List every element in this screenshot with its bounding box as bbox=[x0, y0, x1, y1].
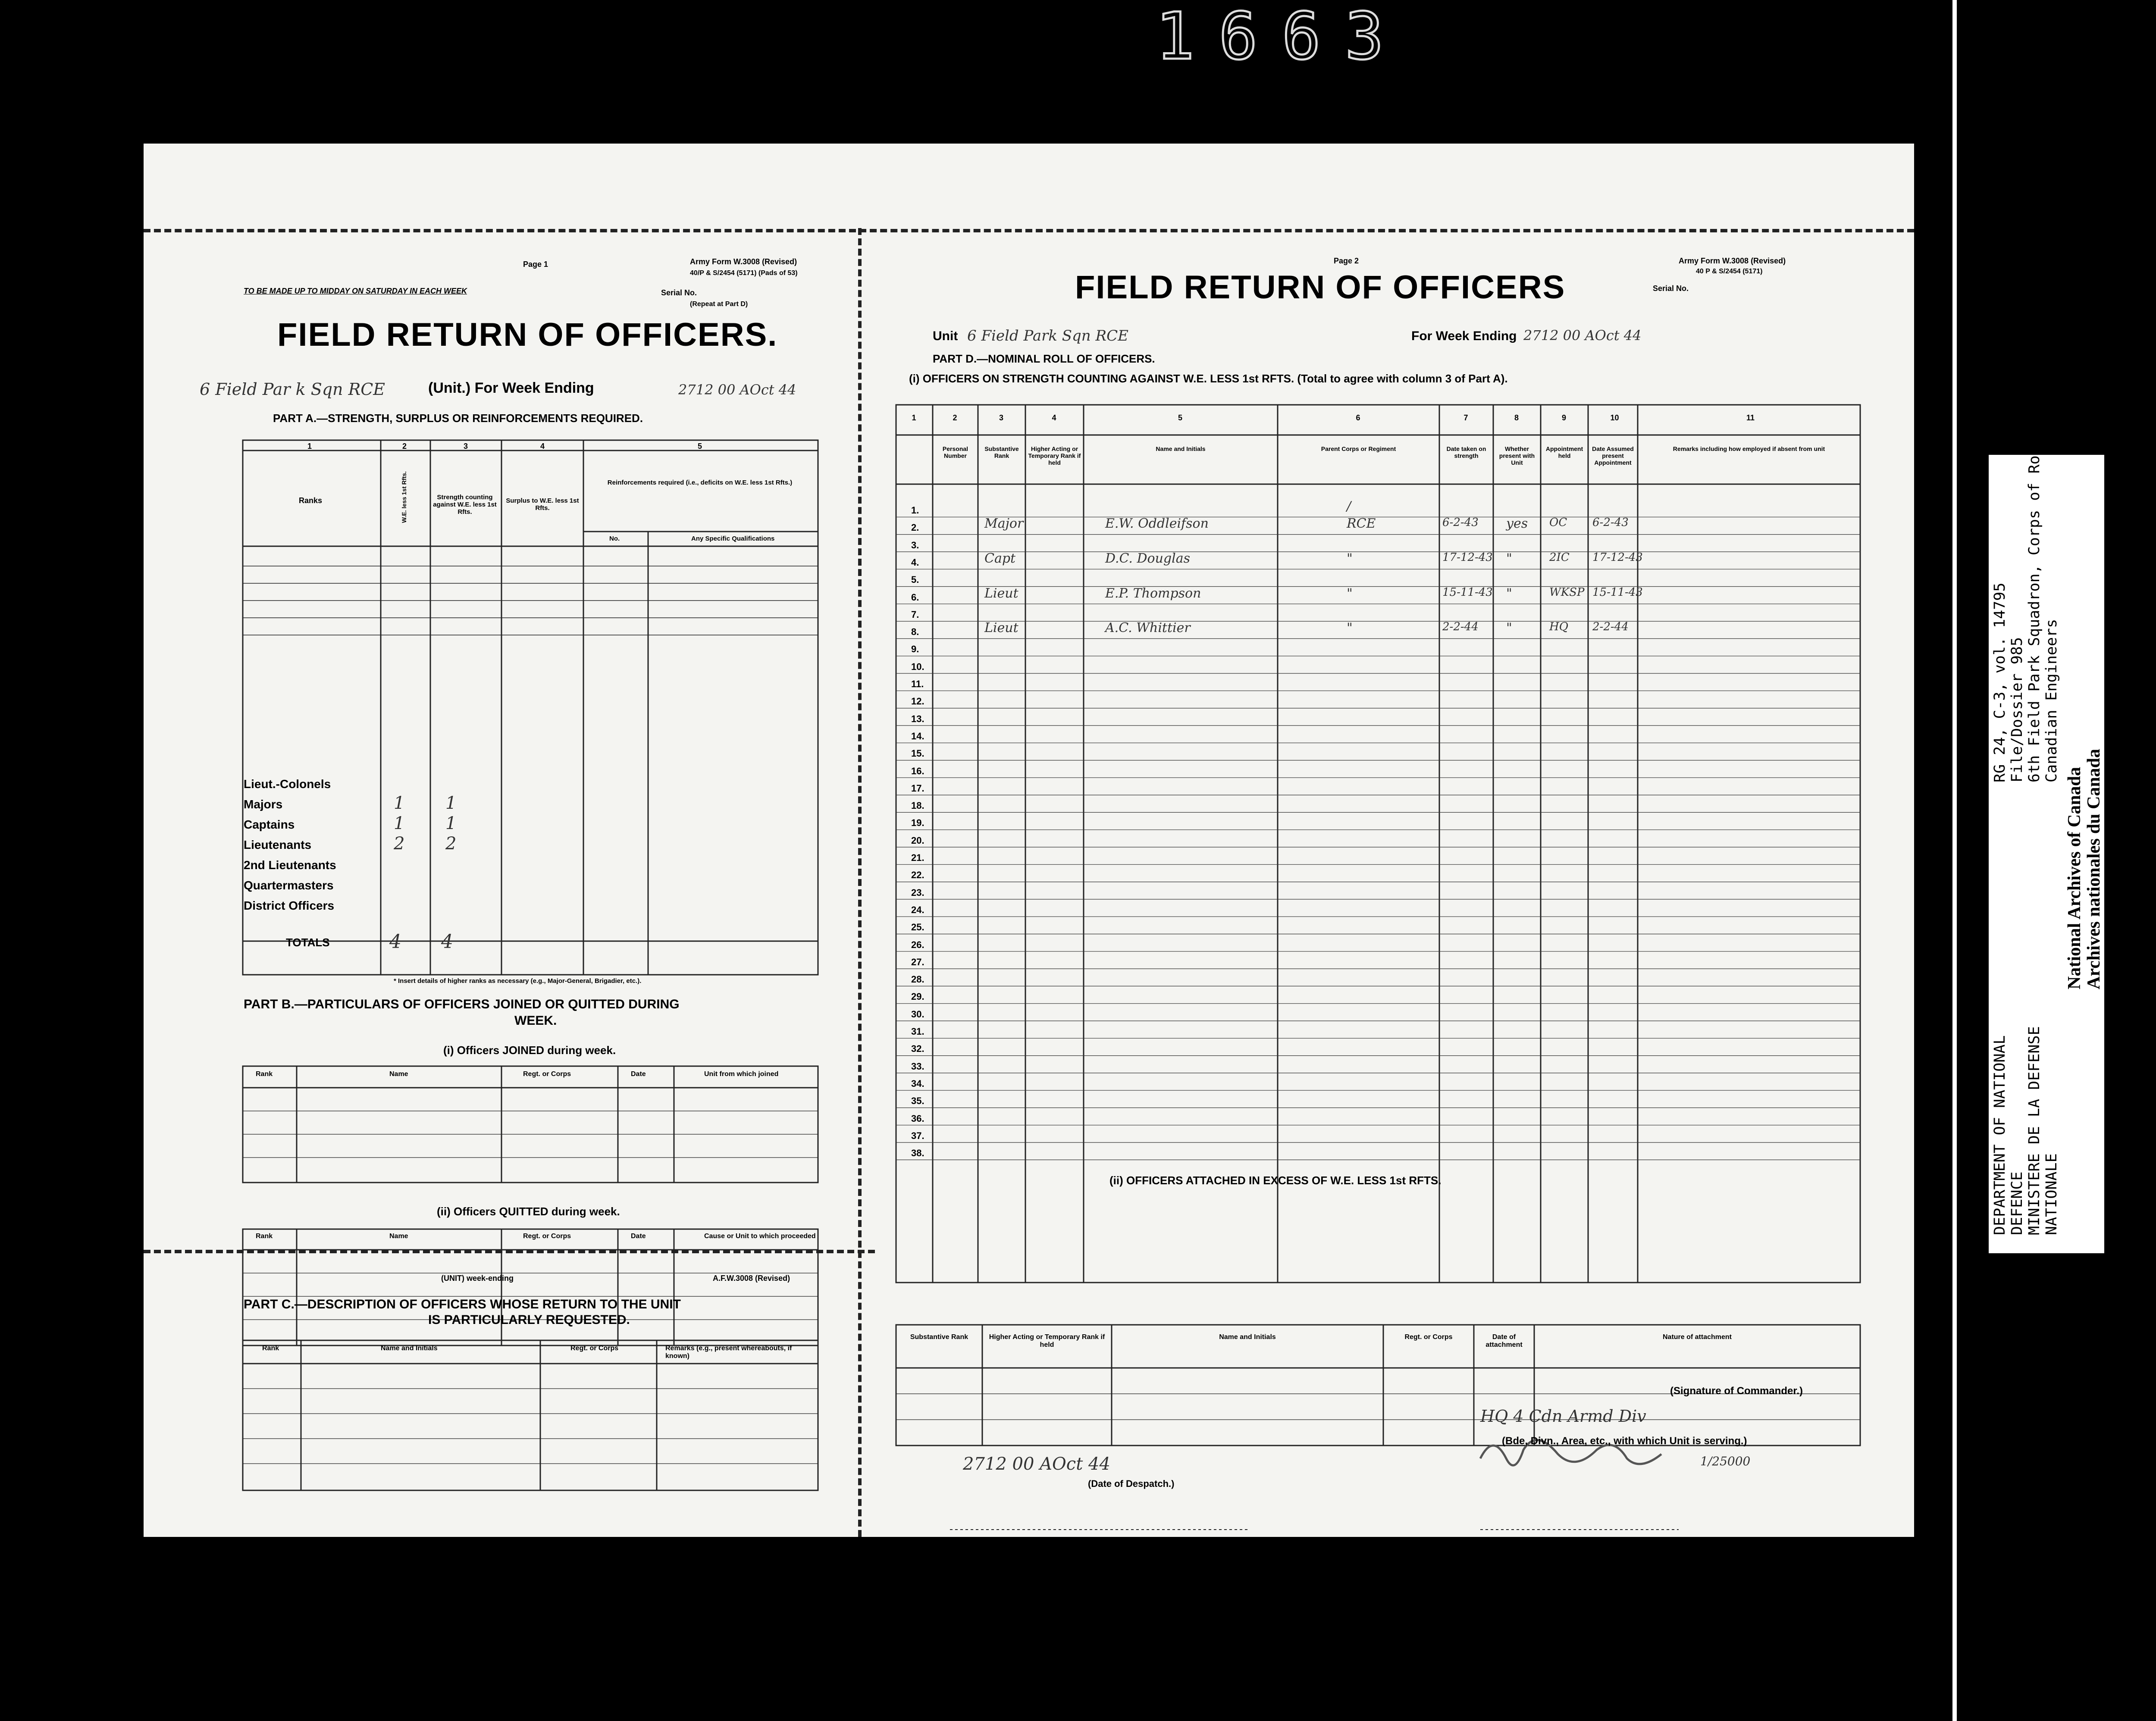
row-number: 31. bbox=[911, 1026, 924, 1037]
part-d-title: PART D.—NOMINAL ROLL OF OFFICERS. bbox=[933, 352, 1155, 365]
quitted-header: Cause or Unit to which proceeded bbox=[704, 1233, 816, 1240]
part-c-title-1: PART C.—DESCRIPTION OF OFFICERS WHOSE RETURN TO THE UNIT bbox=[244, 1297, 681, 1311]
part-d-header: Date taken on strength bbox=[1446, 445, 1486, 459]
row-present: " bbox=[1506, 551, 1512, 566]
strength-header: Strength counting against W.E. less 1st Rfts. bbox=[433, 494, 497, 516]
row-number: 37. bbox=[911, 1130, 924, 1141]
totals-we: 4 bbox=[389, 931, 401, 953]
attached-header: Substantive Rank bbox=[910, 1333, 968, 1341]
part-c-header: Remarks (e.g., present whereabouts, if known) bbox=[665, 1345, 792, 1360]
part-d-colnum: 10 bbox=[1610, 413, 1619, 422]
quitted-header: Rank bbox=[256, 1233, 273, 1240]
frame-number: 1663 bbox=[1156, 0, 1408, 74]
row-present: " bbox=[1506, 620, 1512, 636]
row-number: 27. bbox=[911, 956, 924, 967]
reference-line: File/Dossier 985 bbox=[2009, 637, 2026, 782]
row-number: 20. bbox=[911, 835, 924, 846]
row-number: 4. bbox=[911, 557, 919, 568]
row-number: 9. bbox=[911, 644, 919, 655]
part-a-title: PART A.—STRENGTH, SURPLUS OR REINFORCEMENTS REQUIRED. bbox=[273, 412, 643, 425]
row-appt: HQ bbox=[1549, 620, 1568, 634]
part-d-subtitle: (i) OFFICERS ON STRENGTH COUNTING AGAINST W.E. LESS 1st RFTS. (Total to agree with column 3 of Part A). bbox=[909, 372, 1508, 385]
right-page-label: Page 2 bbox=[1334, 257, 1359, 265]
joined-header: Regt. or Corps bbox=[523, 1070, 571, 1078]
left-form-ref: Army Form W.3008 (Revised) bbox=[690, 257, 797, 266]
attached-header: Date of attachment bbox=[1485, 1333, 1523, 1349]
we-header: W.E. less 1st Rfts. bbox=[401, 471, 407, 523]
quals-header: Any Specific Qualifications bbox=[691, 535, 775, 542]
quitted-header: Regt. or Corps bbox=[523, 1233, 571, 1240]
instruction: TO BE MADE UP TO MIDDAY ON SATURDAY IN EACH WEEK bbox=[244, 287, 467, 295]
row-date: 15-11-43 bbox=[1442, 585, 1493, 599]
no-header: No. bbox=[609, 535, 620, 542]
row-corps: / bbox=[1347, 499, 1351, 514]
row-present: " bbox=[1506, 585, 1512, 601]
row-name: E.P. Thompson bbox=[1105, 585, 1201, 601]
row-rank: Capt bbox=[984, 551, 1016, 566]
left-page-label: Page 1 bbox=[523, 260, 548, 269]
rank-label: District Officers bbox=[244, 899, 335, 912]
row-corps: " bbox=[1347, 585, 1353, 601]
part-b-title-2: WEEK. bbox=[514, 1014, 557, 1028]
row-assumed: 2-2-44 bbox=[1592, 620, 1629, 634]
row-number: 15. bbox=[911, 748, 924, 759]
department-line: DEFENCE bbox=[2009, 1171, 2026, 1235]
row-number: 22. bbox=[911, 870, 924, 881]
signature-label: (Signature of Commander.) bbox=[1670, 1385, 1803, 1397]
right-unit-handwritten: 6 Field Park Sqn RCE bbox=[967, 327, 1128, 344]
film-edge bbox=[1952, 0, 1957, 1721]
row-number: 10. bbox=[911, 661, 924, 672]
rank-we-value: 1 bbox=[394, 814, 405, 833]
row-number: 6. bbox=[911, 591, 919, 603]
rank-label: Captains bbox=[244, 818, 295, 831]
reinforcements-header: Reinforcements required (i.e., deficits on W.E. less 1st Rfts.) bbox=[607, 479, 793, 486]
row-number: 33. bbox=[911, 1061, 924, 1072]
part-d-header: Parent Corps or Regiment bbox=[1321, 445, 1396, 452]
joined-title: (i) Officers JOINED during week. bbox=[443, 1044, 616, 1057]
attached-header: Name and Initials bbox=[1219, 1333, 1276, 1341]
row-number: 26. bbox=[911, 939, 924, 950]
row-rank: Major bbox=[984, 516, 1024, 532]
row-number: 38. bbox=[911, 1148, 924, 1159]
row-number: 18. bbox=[911, 800, 924, 811]
left-serial-label: Serial No. bbox=[661, 288, 697, 297]
joined-header: Unit from which joined bbox=[704, 1070, 779, 1078]
part-d-header: Remarks including how employed if absent from unit bbox=[1673, 445, 1825, 452]
attached-header: Regt. or Corps bbox=[1404, 1333, 1453, 1341]
row-number: 12. bbox=[911, 696, 924, 707]
part-c-unit-line: (UNIT) week-ending bbox=[441, 1274, 514, 1283]
row-number: 13. bbox=[911, 713, 924, 724]
reference-line: Canadian Engineers bbox=[2043, 619, 2060, 782]
part-a-colnum-5: 5 bbox=[698, 442, 702, 451]
rank-strength-value: 2 bbox=[445, 834, 457, 854]
part-d-header: Appointment held bbox=[1545, 445, 1583, 459]
row-number: 21. bbox=[911, 852, 924, 863]
part-a-footnote: * Insert details of higher ranks as necessary (e.g., Major-General, Brigadier, etc.). bbox=[394, 977, 642, 985]
rank-strength-value: 1 bbox=[445, 814, 457, 833]
part-d-header: Personal Number bbox=[942, 445, 968, 459]
department-line: DEPARTMENT OF NATIONAL bbox=[1991, 1035, 2009, 1235]
quitted-header: Date bbox=[631, 1233, 646, 1240]
despatch-label: (Date of Despatch.) bbox=[1088, 1478, 1175, 1489]
row-present: yes bbox=[1506, 516, 1528, 532]
rank-label: Majors bbox=[244, 798, 283, 811]
row-number: 25. bbox=[911, 922, 924, 933]
row-date: 17-12-43 bbox=[1442, 551, 1493, 564]
totals-strength: 4 bbox=[441, 931, 453, 953]
part-d-header: Substantive Rank bbox=[984, 445, 1019, 459]
reference-line: 6th Field Park Squadron, Corps of Roy bbox=[2026, 446, 2043, 782]
row-number: 5. bbox=[911, 574, 919, 585]
row-number: 3. bbox=[911, 539, 919, 551]
part-c-form: A.F.W.3008 (Revised) bbox=[713, 1274, 790, 1283]
form-sheet bbox=[144, 144, 1914, 1537]
part-d-colnum: 1 bbox=[912, 413, 916, 422]
joined-header: Name bbox=[389, 1070, 408, 1078]
row-name: E.W. Oddleifson bbox=[1105, 516, 1209, 532]
part-a-colnum-3: 3 bbox=[464, 442, 468, 451]
row-number: 23. bbox=[911, 887, 924, 898]
archive-label bbox=[1989, 446, 2104, 1253]
left-week-handwritten: 2712 00 AOct 44 bbox=[678, 382, 796, 398]
quitted-header: Name bbox=[389, 1233, 408, 1240]
row-number: 14. bbox=[911, 730, 924, 742]
department-line: NATIONALE bbox=[2043, 1153, 2060, 1235]
quitted-title: (ii) Officers QUITTED during week. bbox=[437, 1205, 620, 1218]
row-number: 32. bbox=[911, 1043, 924, 1055]
part-d-colnum: 6 bbox=[1356, 413, 1360, 422]
part-c-title-2: IS PARTICULARLY REQUESTED. bbox=[428, 1313, 630, 1327]
row-number: 16. bbox=[911, 765, 924, 776]
bde-handwritten: HQ 4 Cdn Armd Div bbox=[1480, 1407, 1646, 1426]
row-assumed: 15-11-43 bbox=[1592, 585, 1643, 599]
stamp-note: 1/25000 bbox=[1700, 1454, 1751, 1468]
part-d-colnum: 2 bbox=[953, 413, 957, 422]
part-d-header: Whether present with Unit bbox=[1499, 445, 1535, 466]
row-number: 24. bbox=[911, 904, 924, 915]
row-number: 35. bbox=[911, 1095, 924, 1107]
part-b-title-1: PART B.—PARTICULARS OF OFFICERS JOINED OR QUITTED DURING bbox=[244, 997, 680, 1011]
rank-strength-value: 1 bbox=[445, 793, 457, 813]
row-number: 30. bbox=[911, 1008, 924, 1020]
row-number: 34. bbox=[911, 1078, 924, 1089]
right-unit-label: Unit bbox=[933, 329, 958, 343]
row-rank: Lieut bbox=[984, 585, 1018, 601]
row-appt: OC bbox=[1549, 516, 1567, 529]
right-serial-label: Serial No. bbox=[1653, 284, 1689, 293]
rank-label: Lieutenants bbox=[244, 838, 312, 851]
row-number: 28. bbox=[911, 974, 924, 985]
row-number: 11. bbox=[911, 679, 924, 689]
left-title: FIELD RETURN OF OFFICERS. bbox=[277, 316, 778, 353]
right-week-handwritten: 2712 00 AOct 44 bbox=[1523, 327, 1642, 344]
part-a-colnum-2: 2 bbox=[402, 442, 407, 451]
department-line: MINISTERE DE LA DEFENSE bbox=[2026, 1026, 2043, 1235]
part-c-header: Rank bbox=[262, 1345, 279, 1352]
row-appt: WKSP bbox=[1549, 585, 1585, 599]
joined-header: Date bbox=[631, 1070, 646, 1078]
right-week-label: For Week Ending bbox=[1411, 329, 1517, 343]
row-date: 2-2-44 bbox=[1442, 620, 1479, 634]
row-date: 6-2-43 bbox=[1442, 516, 1479, 529]
left-unit-handwritten: 6 Field Par k Sqn RCE bbox=[200, 380, 385, 399]
right-form-pads: 40 P & S/2454 (5171) bbox=[1696, 268, 1763, 275]
rank-label: Quartermasters bbox=[244, 879, 334, 892]
rank-label: 2nd Lieutenants bbox=[244, 858, 336, 872]
part-a-colnum-4: 4 bbox=[540, 442, 545, 451]
part-d-header: Higher Acting or Temporary Rank if held bbox=[1028, 445, 1081, 466]
part-d-colnum: 3 bbox=[999, 413, 1004, 422]
row-number: 19. bbox=[911, 817, 924, 829]
part-d-header: Date Assumed present Appointment bbox=[1592, 445, 1634, 466]
row-corps: " bbox=[1347, 620, 1353, 636]
attached-header: Higher Acting or Temporary Rank if held bbox=[989, 1333, 1105, 1349]
row-assumed: 17-12-43 bbox=[1592, 551, 1643, 564]
part-d-header: Name and Initials bbox=[1156, 445, 1206, 452]
ranks-header: Ranks bbox=[299, 496, 323, 505]
part-a-colnum-1: 1 bbox=[307, 442, 312, 451]
archives-fr: Archives nationales du Canada bbox=[2084, 748, 2104, 989]
right-form-ref: Army Form W.3008 (Revised) bbox=[1679, 257, 1786, 265]
part-d-colnum: 7 bbox=[1463, 413, 1468, 422]
part-c-header: Regt. or Corps bbox=[570, 1345, 619, 1352]
row-number: 36. bbox=[911, 1113, 924, 1124]
left-form-pads: 40/P & S/2454 (5171) (Pads of 53) bbox=[690, 269, 798, 277]
row-number: 17. bbox=[911, 782, 924, 794]
part-d-colnum: 9 bbox=[1562, 413, 1567, 422]
row-number: 2. bbox=[911, 522, 919, 533]
row-number: 1. bbox=[911, 505, 919, 516]
totals-label: TOTALS bbox=[286, 936, 330, 949]
rank-we-value: 2 bbox=[394, 834, 405, 854]
surplus-header: Surplus to W.E. less 1st Rfts. bbox=[506, 497, 579, 512]
row-number: 8. bbox=[911, 626, 919, 638]
despatch-handwritten: 2712 00 AOct 44 bbox=[963, 1454, 1110, 1474]
part-d-colnum: 11 bbox=[1746, 413, 1755, 422]
part-d-colnum: 8 bbox=[1514, 413, 1519, 422]
rank-we-value: 1 bbox=[394, 793, 405, 813]
reference-line: RG 24, C-3, vol. 14795 bbox=[1991, 582, 2009, 782]
row-name: A.C. Whittier bbox=[1105, 620, 1191, 636]
joined-header: Rank bbox=[256, 1070, 273, 1078]
row-name: D.C. Douglas bbox=[1105, 551, 1190, 566]
row-number: 29. bbox=[911, 991, 924, 1002]
left-unit-label: (Unit.) For Week Ending bbox=[428, 380, 594, 396]
repeat-note: (Repeat at Part D) bbox=[690, 300, 748, 308]
part-d-colnum: 4 bbox=[1052, 413, 1056, 422]
attached-header: Nature of attachment bbox=[1662, 1333, 1732, 1341]
attached-title: (ii) OFFICERS ATTACHED IN EXCESS OF W.E. LESS 1st RFTS. bbox=[1109, 1174, 1442, 1187]
rank-label: Lieut.-Colonels bbox=[244, 777, 331, 791]
row-assumed: 6-2-43 bbox=[1592, 516, 1629, 529]
row-appt: 2IC bbox=[1549, 551, 1570, 564]
bde-label: (Bde, Divn., Area, etc., with which Unit is serving.) bbox=[1502, 1435, 1747, 1447]
row-rank: Lieut bbox=[984, 620, 1018, 636]
part-d-colnum: 5 bbox=[1178, 413, 1183, 422]
part-c-header: Name and Initials bbox=[381, 1345, 438, 1352]
right-title: FIELD RETURN OF OFFICERS bbox=[1075, 269, 1566, 306]
row-corps: RCE bbox=[1347, 516, 1376, 532]
row-number: 7. bbox=[911, 609, 919, 620]
archives-en: National Archives of Canada bbox=[2065, 767, 2084, 989]
row-corps: " bbox=[1347, 551, 1353, 566]
